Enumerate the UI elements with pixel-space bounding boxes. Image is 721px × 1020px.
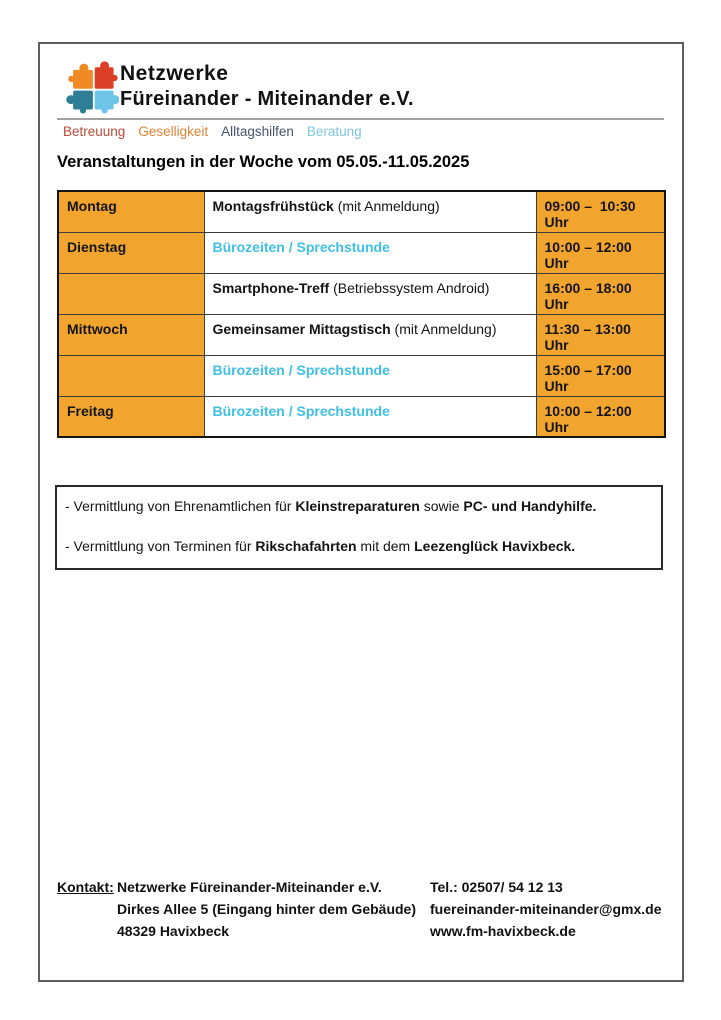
table-row (58, 314, 665, 355)
event-note: (Betriebssystem Android) (329, 279, 490, 296)
time-cell: 10:00 – 12:00 Uhr (536, 396, 665, 437)
service-text: - Vermittlung von Terminen für (65, 538, 256, 554)
day-cell: Freitag (58, 396, 204, 437)
event-name: Bürozeiten / Sprechstunde (212, 402, 390, 419)
event-name: Montagsfrühstück (212, 198, 334, 214)
header-divider (57, 118, 664, 120)
day-cell (58, 355, 204, 396)
event-cell (204, 232, 536, 273)
contact-email: fuereinander-miteinander@gmx.de (430, 901, 662, 917)
service-highlight: PC- und Handyhilfe. (463, 498, 597, 514)
contact-street: Dirkes Allee 5 (Eingang hinter dem Gebäude) (117, 901, 416, 917)
event-cell (204, 396, 536, 437)
time-cell: 16:00 – 18:00 Uhr (536, 273, 665, 314)
contact-org: Netzwerke Füreinander-Miteinander e.V. (117, 879, 382, 895)
table-row (58, 273, 665, 314)
nav-item-geselligkeit: Geselligkeit (138, 124, 209, 139)
event-name: Smartphone-Treff (212, 279, 330, 296)
event-cell (204, 355, 536, 396)
event-cell (204, 273, 536, 314)
event-note: (mit Anmeldung) (390, 320, 497, 337)
event-cell (204, 314, 536, 355)
puzzle-piece-orange (68, 64, 93, 89)
puzzle-piece-teal (66, 91, 93, 114)
contact-details (430, 876, 661, 942)
time-cell: 10:00 – 12:00 Uhr (536, 232, 665, 273)
service-line-2 (65, 538, 653, 555)
time-cell: 11:30 – 13:00 Uhr (536, 314, 665, 355)
event-note: (mit Anmeldung) (333, 198, 440, 214)
page-title: Veranstaltungen in der Woche vom 05.05.-11.05.2025 (57, 153, 470, 171)
document-page (38, 42, 684, 982)
brand-name-line2: Füreinander - Miteinander e.V. (120, 88, 414, 110)
contact-label: Kontakt: (57, 879, 114, 895)
service-text: sowie (419, 498, 464, 514)
contact-block (57, 876, 661, 942)
day-cell: Dienstag (58, 232, 204, 273)
time-cell: 15:00 – 17:00 Uhr (536, 355, 665, 396)
puzzle-piece-red (95, 61, 118, 88)
contact-website: www.fm-havixbeck.de (430, 923, 576, 939)
service-highlight: Rikschafahrten (255, 538, 357, 554)
table-row (58, 396, 665, 437)
service-text: - Vermittlung von Ehrenamtlichen für (65, 498, 296, 514)
service-line-1 (65, 498, 653, 515)
nav-item-alltagshilfen: Alltagshilfen (221, 124, 294, 139)
event-cell (204, 191, 536, 232)
service-text: mit dem (356, 538, 415, 554)
table-row (58, 232, 665, 273)
brand-name-line1: Netzwerke (120, 62, 229, 85)
table-row (58, 355, 665, 396)
service-highlight: Leezenglück Havixbeck. (414, 538, 576, 554)
service-highlight: Kleinstreparaturen (295, 498, 420, 514)
day-cell (58, 273, 204, 314)
contact-city: 48329 Havixbeck (117, 923, 230, 939)
event-name: Bürozeiten / Sprechstunde (212, 238, 390, 255)
time-cell: 09:00 – 10:30 Uhr (536, 191, 665, 232)
brand-block (120, 60, 414, 111)
contact-address (117, 876, 430, 942)
services-box (55, 485, 663, 570)
contact-phone: Tel.: 02507/ 54 12 13 (430, 879, 563, 895)
category-nav (63, 124, 362, 139)
nav-item-beratung: Beratung (306, 124, 362, 139)
day-cell: Mittwoch (58, 314, 204, 355)
table-row (58, 191, 665, 232)
nav-item-betreuung: Betreuung (63, 124, 126, 139)
schedule-table (57, 190, 666, 438)
puzzle-piece-blue (95, 91, 119, 114)
day-cell: Montag (58, 191, 204, 232)
event-name: Gemeinsamer Mittagstisch (212, 320, 391, 337)
event-name: Bürozeiten / Sprechstunde (212, 361, 390, 378)
puzzle-logo-icon (65, 59, 119, 115)
